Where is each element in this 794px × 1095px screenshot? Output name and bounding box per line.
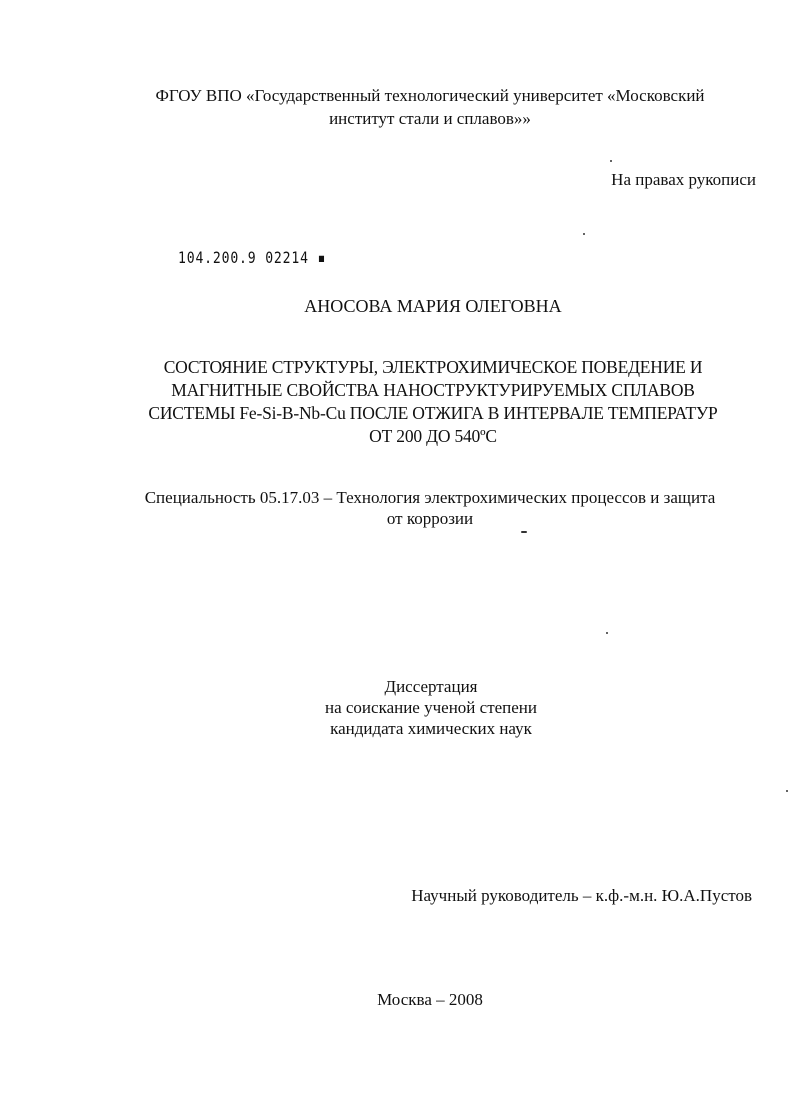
- specialty: [100, 487, 760, 529]
- specialty-line: Специальность 05.17.03 – Технология электрохимических процессов и защита: [144, 488, 716, 507]
- scan-speck: [786, 790, 788, 792]
- title-line: ОТ 200 ДО 540ºС: [369, 426, 497, 446]
- title-line: СОСТОЯНИЕ СТРУКТУРЫ, ЭЛЕКТРОХИМИЧЕСКОЕ ПОВЕДЕНИЕ И: [163, 357, 703, 377]
- manuscript-note: На правах рукописи: [611, 170, 756, 189]
- title-line: МАГНИТНЫЕ СВОЙСТВА НАНОСТРУКТУРИРУЕМЫХ СПЛАВОВ: [171, 380, 695, 400]
- title-line: СИСТЕМЫ Fe-Si-B-Nb-Cu ПОСЛЕ ОТЖИГА В ИНТЕРВАЛЕ ТЕМПЕРАТУР: [148, 403, 718, 423]
- degree-line: Диссертация: [384, 677, 478, 696]
- city-and-year: Москва – 2008: [377, 990, 483, 1009]
- thesis-title: [80, 356, 786, 448]
- degree-line: на соискание ученой степени: [324, 698, 538, 717]
- scan-speck: [583, 233, 585, 235]
- author-name: АНОСОВА МАРИЯ ОЛЕГОВНА: [304, 296, 562, 316]
- specialty-line: от коррозии: [386, 509, 474, 528]
- scan-speck: [606, 632, 608, 634]
- institution-header: [100, 84, 760, 130]
- scan-speck: [521, 531, 527, 533]
- degree-statement: [0, 676, 794, 739]
- scan-speck: [610, 160, 612, 162]
- institution-line: ФГОУ ВПО «Государственный технологический университет «Московский: [155, 86, 705, 105]
- scientific-supervisor: Научный руководитель – к.ф.-м.н. Ю.А.Пустов: [411, 886, 752, 905]
- institution-line: институт стали и сплавов»»: [329, 109, 531, 128]
- registration-number-stamp: 104.200.9 02214 ▪: [178, 248, 327, 267]
- degree-line: кандидата химических наук: [330, 719, 532, 738]
